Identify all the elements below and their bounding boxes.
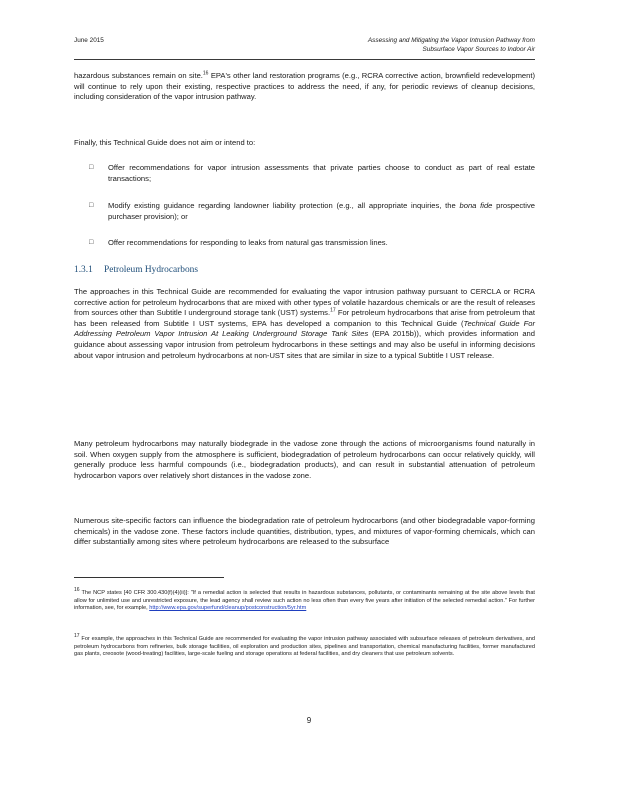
bullet-item-2-post: prospective purchaser provision); or xyxy=(108,201,535,221)
footnote-16-text: The NCP states [40 CFR 300.430(f)(4)(ii)]: "If a remedial action is selected that results in hazardous substances, pollutants, or contaminants remaining at the site above levels that allow for unlimited use and unrestricted exposure, the lead agency shall review such action no less often than every five years after initiation of the selected remedial action." For further information, see, for example, xyxy=(74,590,535,612)
footnote-17-number: 17 xyxy=(74,633,80,640)
paragraph-approaches-text2: For petroleum hydrocarbons that arise from petroleum that has been released from Subtitle I UST systems, EPA has developed a companion to this Technical Guide ( xyxy=(74,308,536,328)
bullet-item-1-text: Offer recommendations for vapor intrusion assessments that private parties choose to conduct as part of real estate transactions; xyxy=(108,163,535,183)
paragraph-many-text: Many petroleum hydrocarbons may naturally biodegrade in the vadose zone through the actions of microorganisms found naturally in soil. When oxygen supply from the atmosphere is sufficient, biodegradation of petroleum hydrocarbons can occur relatively quickly, will generally produce less harmful compounds (i.e., biodegradation products), and can result in substantial attenuation of petroleum hydrocarbon vapors over relatively short distances in the vadose zone. xyxy=(74,439,535,480)
paragraph-numerous-text: Numerous site-specific factors can influence the biodegradation rate of petroleum hydrocarbons (and other biodegradable vapor-forming chemicals) in the vadose zone. These factors include quantities, distribution, types, and mixtures of vapor-forming chemicals, which can differ substantially among sites where petroleum hydrocarbons are released to the subsurface xyxy=(74,516,535,547)
bullet-item-2 xyxy=(74,201,535,222)
paragraph-intro-text1: hazardous substances remain on site. xyxy=(74,71,203,80)
header-title-line2: Subsurface Vapor Sources to Indoor Air xyxy=(422,45,535,53)
paragraph-approaches-text1: The approaches in this Technical Guide are recommended for evaluating the vapor intrusion pathway pursuant to CERCLA or RCRA corrective action for petroleum hydrocarbons that are mixed with other types of volatile hazardous chemicals or are the result of releases from sources other than Subtitle I underground storage tank (UST) systems. xyxy=(74,287,535,318)
paragraph-many xyxy=(74,439,535,481)
header-title-line1: Assessing and Mitigating the Vapor Intrusion Pathway from xyxy=(367,37,535,44)
paragraph-approaches xyxy=(74,287,535,361)
header-rule xyxy=(74,59,535,60)
section-title: Petroleum Hydrocarbons xyxy=(104,265,198,275)
bullet-box-icon: □ xyxy=(89,164,94,171)
paragraph-intro-text2: EPA's other land restoration programs (e.g., RCRA corrective action, brownfield redevelopment) will continue to rely upon their existing, respective practices to address the need, if any, for periodic reviews of cleanup decisions, including consideration of the vapor intrusion pathway. xyxy=(74,71,535,102)
paragraph-numerous xyxy=(74,516,535,548)
page-number: 9 xyxy=(306,716,312,725)
bullet-item-3-text: Offer recommendations for responding to leaks from natural gas transmission lines. xyxy=(108,238,388,247)
footnote-16-number: 16 xyxy=(74,587,80,594)
footnote-16 xyxy=(74,587,535,613)
bullet-item-1 xyxy=(74,163,535,184)
section-number: 1.3.1 xyxy=(74,265,93,275)
bullet-item-3 xyxy=(74,238,535,249)
paragraph-intro xyxy=(74,71,535,103)
bullet-item-2-italic: bona fide xyxy=(459,201,493,210)
footnote-rule xyxy=(74,577,224,578)
footnote-ref-16[interactable]: 16 xyxy=(202,70,209,77)
header-document-title xyxy=(368,37,535,54)
header-date: June 2015 xyxy=(74,37,104,44)
footnote-17 xyxy=(74,633,535,659)
paragraph-finally-text: Finally, this Technical Guide does not aim or intend to: xyxy=(74,138,256,147)
bullet-item-2-pre: Modify existing guidance regarding landowner liability protection (e.g., all appropriate inquiries, the xyxy=(108,201,460,210)
companion-guide-title: Technical Guide For Addressing Petroleum Vapor Intrusion At Leaking Underground Storage Tank Sites xyxy=(74,318,535,339)
bullet-item-2-text xyxy=(108,201,535,222)
footnote-17-text: For example, the approaches in this Technical Guide are recommended for evaluating the vapor intrusion pathway associated with subsurface releases of petroleum derivatives, and petroleum hydrocarbons from refineries, bulk storage facilities, oil exploration and production sites, pipelines and transportation, chemical manufacturing facilities, former manufactured gas plants, creosote (wood-treating) facilities, large-scale fueling and storage operations at federal facilities, and dry cleaners that use petroleum solvents. xyxy=(74,636,535,658)
footnote-16-link[interactable]: http://www.epa.gov/superfund/cleanup/postconstruction/5yr.htm xyxy=(149,605,307,612)
section-heading xyxy=(74,265,198,275)
bullet-box-icon: □ xyxy=(89,202,94,209)
paragraph-finally xyxy=(74,138,535,149)
footnote-ref-17[interactable]: 17 xyxy=(330,307,336,314)
paragraph-approaches-text3: (EPA 2015b)), which provides information and guidance about assessing vapor intrusion from petroleum hydrocarbons in these settings and may also be useful in informing decisions about vapor intrusion and petroleum hydrocarbons at non-UST sites that are similar in size to a typical Subtitle I UST release. xyxy=(74,329,535,360)
bullet-box-icon: □ xyxy=(89,239,94,246)
